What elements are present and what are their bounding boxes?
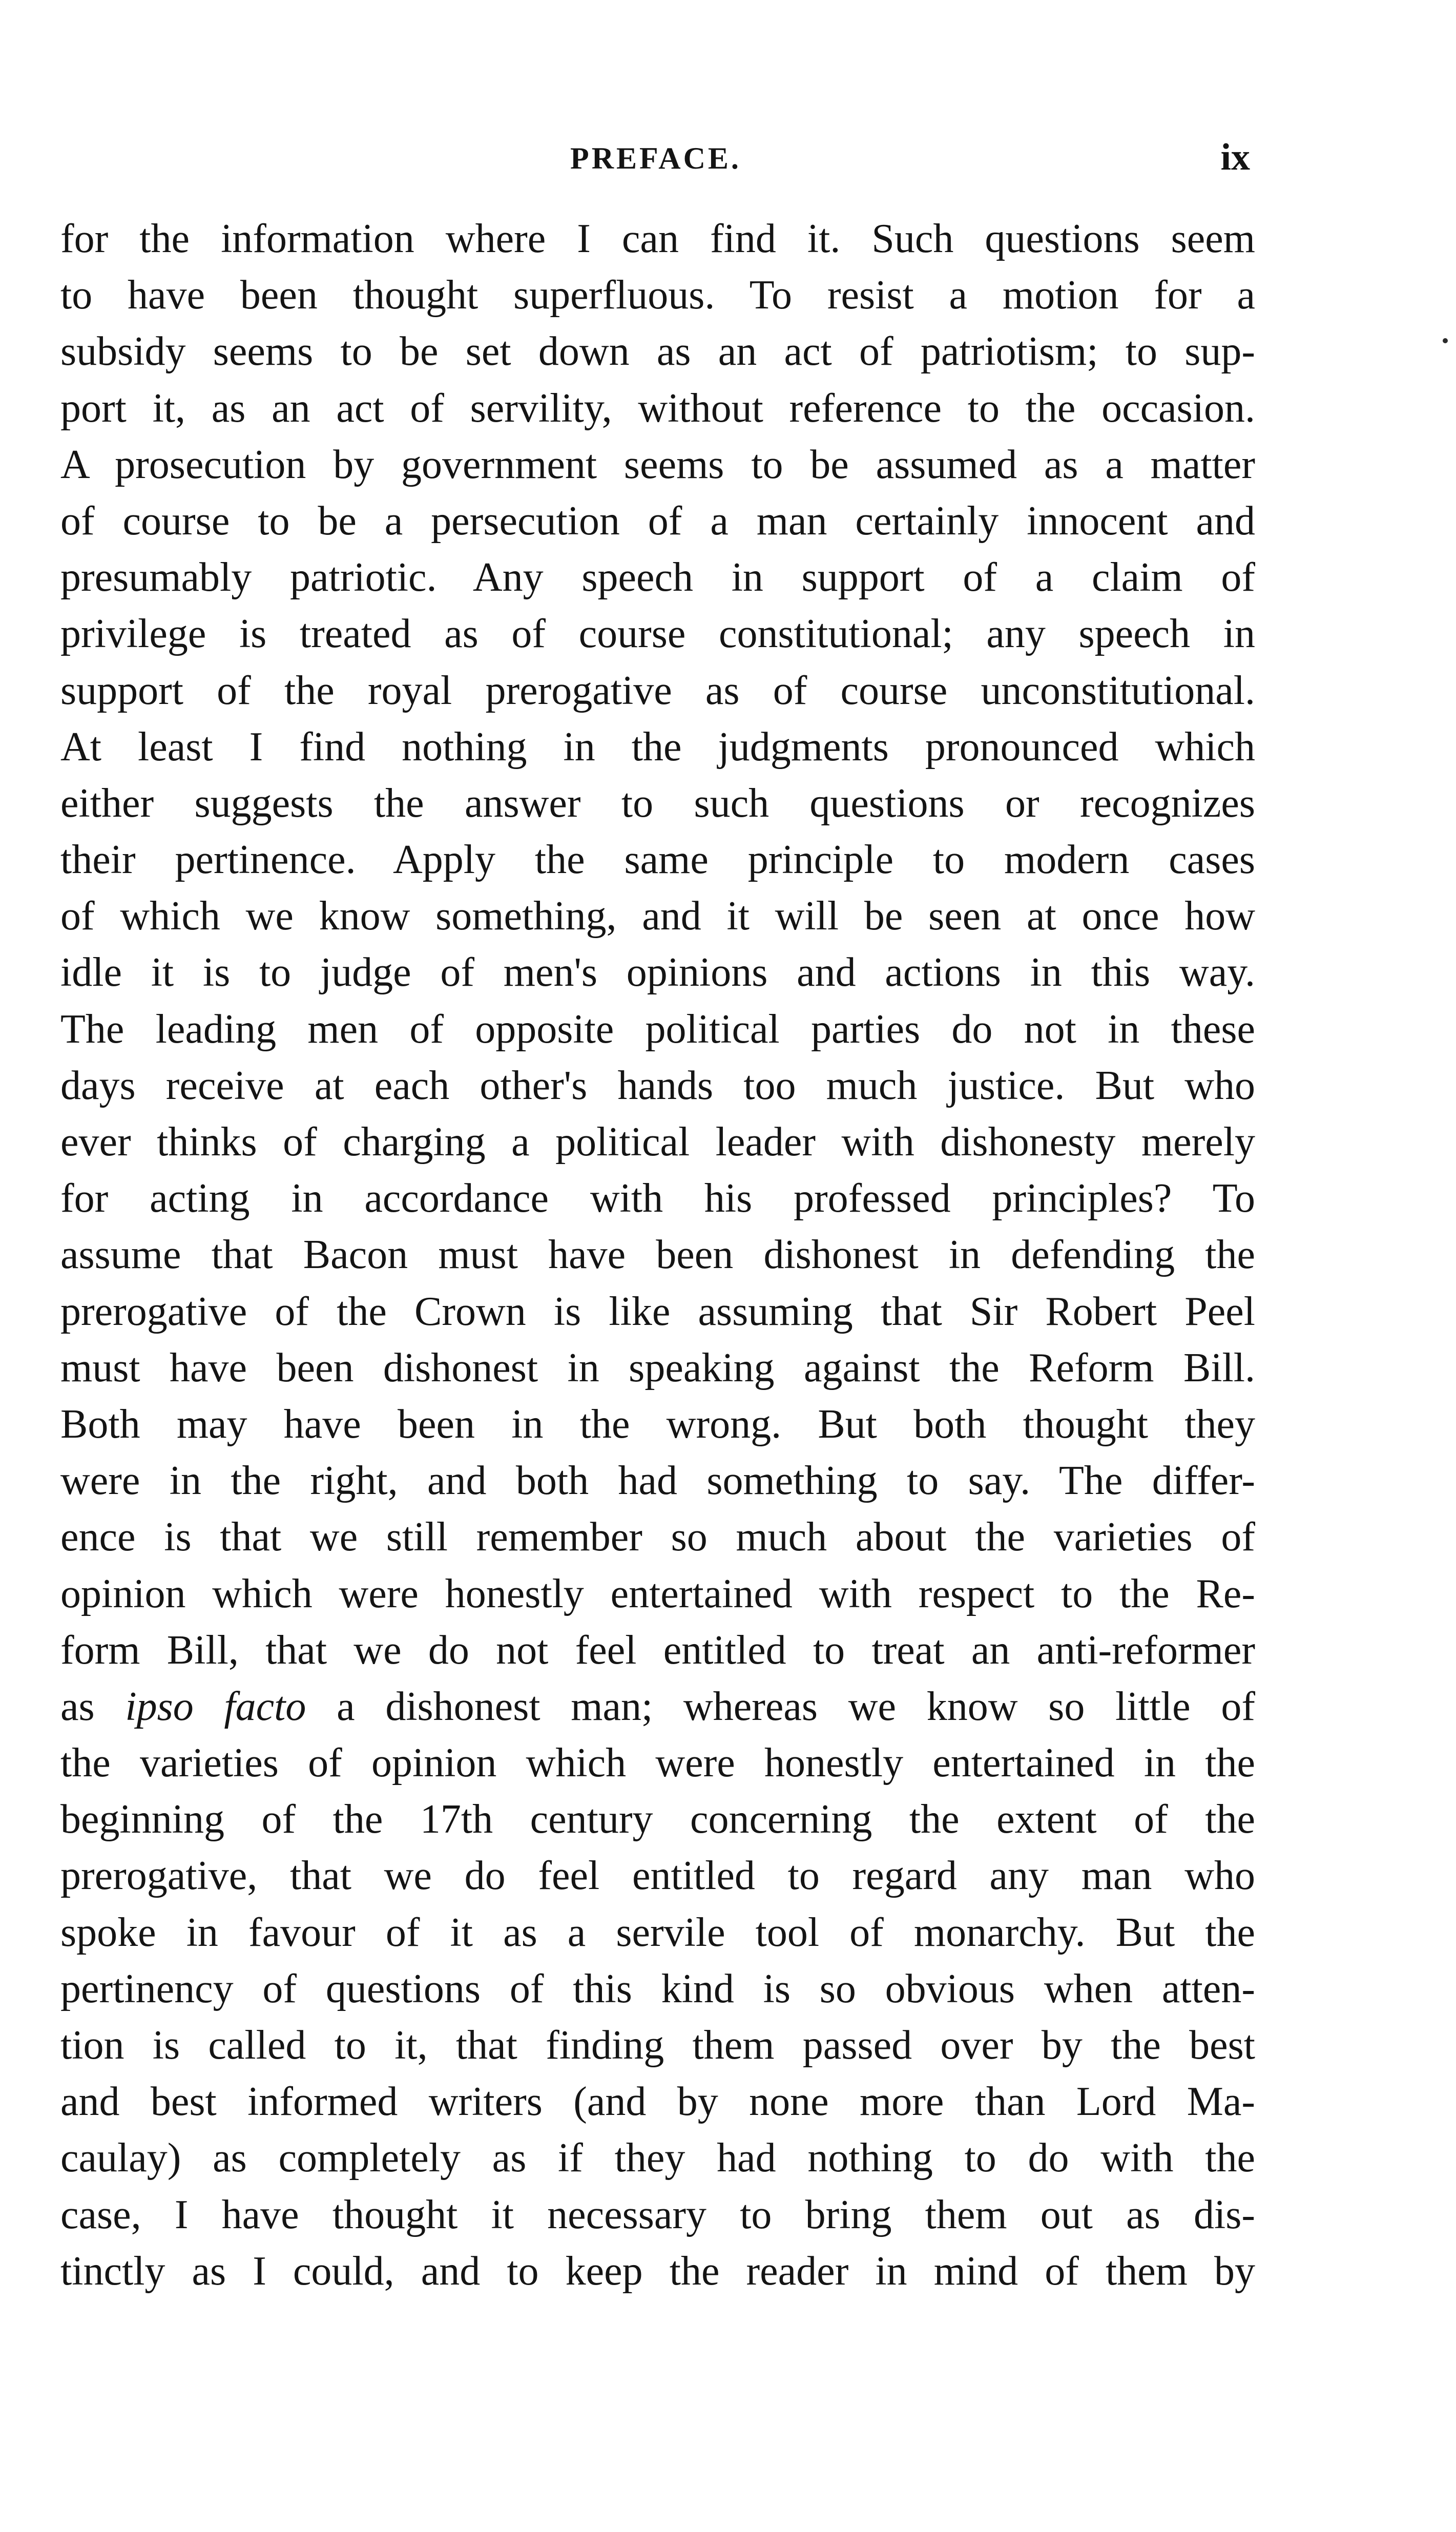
preface-body-text (60, 211, 1255, 2299)
text-line: ever thinks of charging a political leader with dishonesty merely (60, 1119, 1255, 1165)
text-line: assume that Bacon must have been dishonest in defending the (60, 1232, 1255, 1278)
text-line: prerogative of the Crown is like assuming that Sir Robert Peel (60, 1289, 1255, 1334)
text-line: tion is called to it, that finding them passed over by the best (60, 2023, 1255, 2068)
text-line: must have been dishonest in speaking against the Reform Bill. (60, 1345, 1255, 1390)
text-line: privilege is treated as of course constitutional; any speech in (60, 611, 1255, 657)
text-line-with-italic (60, 1678, 1255, 1735)
text-line: port it, as an act of servility, without reference to the occasion. (60, 385, 1255, 431)
text-line: subsidy seems to be set down as an act of patriotism; to sup- (60, 329, 1255, 375)
text-line: pertinency of questions of this kind is so obvious when atten- (60, 1966, 1255, 2011)
text-line: beginning of the 17th century concerning the extent of the (60, 1797, 1255, 1842)
text-line: either suggests the answer to such questions or recognizes (60, 780, 1255, 826)
ink-speck (1443, 338, 1448, 343)
text-line: and best informed writers (and by none more than Lord Ma- (60, 2079, 1255, 2125)
text-fragment: as (60, 1684, 95, 1729)
text-line: The leading men of opposite political parties do not in these (60, 1006, 1255, 1052)
page-header (61, 131, 1250, 177)
text-line: of course to be a persecution of a man certainly innocent and (60, 498, 1255, 544)
text-line: spoke in favour of it as a servile tool of monarchy. But the (60, 1910, 1255, 1955)
text-fragment: a dishonest man; whereas we know so little of (337, 1684, 1256, 1729)
text-line: caulay) as completely as if they had nothing to do with the (60, 2135, 1255, 2181)
text-line: case, I have thought it necessary to bring them out as dis- (60, 2192, 1255, 2237)
italic-phrase: ipso facto (125, 1684, 306, 1729)
text-line: their pertinence. Apply the same principle to modern cases (60, 837, 1255, 883)
text-line: to have been thought superfluous. To resist a motion for a (60, 273, 1255, 318)
text-line: days receive at each other's hands too much justice. But who (60, 1063, 1255, 1108)
text-line: for the information where I can find it. Such questions seem (60, 216, 1255, 261)
text-line: form Bill, that we do not feel entitled to treat an anti-reformer (60, 1627, 1255, 1673)
text-line: prerogative, that we do feel entitled to regard any man who (60, 1853, 1255, 1899)
text-line: the varieties of opinion which were honestly entertained in the (60, 1740, 1255, 1786)
text-line: ence is that we still remember so much about the varieties of (60, 1514, 1255, 1560)
text-line: opinion which were honestly entertained with respect to the Re- (60, 1571, 1255, 1616)
text-line: Both may have been in the wrong. But both thought they (60, 1401, 1255, 1447)
page-number: ix (1220, 136, 1250, 178)
running-title: PREFACE. (570, 141, 741, 175)
text-line: support of the royal prerogative as of course unconstitutional. (60, 668, 1255, 713)
text-line: tinctly as I could, and to keep the reader in mind of them by (60, 2248, 1255, 2294)
text-line: for acting in accordance with his professed principles? To (60, 1176, 1255, 1221)
text-line: A prosecution by government seems to be assumed as a matter (60, 442, 1255, 487)
text-line: At least I find nothing in the judgments pronounced which (60, 724, 1255, 770)
text-line: idle it is to judge of men's opinions and actions in this way. (60, 950, 1255, 995)
text-line: presumably patriotic. Any speech in support of a claim of (60, 555, 1255, 600)
text-line: of which we know something, and it will be seen at once how (60, 894, 1255, 939)
text-line: were in the right, and both had something to say. The differ- (60, 1458, 1255, 1504)
